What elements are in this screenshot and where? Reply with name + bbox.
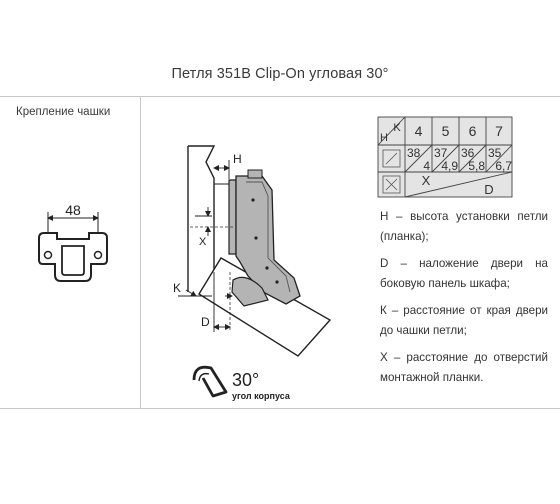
table-d-label: D xyxy=(484,182,494,197)
legend xyxy=(380,207,548,395)
k-d-x-table xyxy=(378,117,512,197)
table-corner-h: H xyxy=(380,132,388,144)
table-corner-k: K xyxy=(393,122,401,134)
table-x-2: 5,8 xyxy=(468,159,485,173)
dim-x-label: X xyxy=(199,236,207,248)
table-k-4: 4 xyxy=(414,123,423,139)
table-k-6: 6 xyxy=(468,123,477,139)
dim-h-label: H xyxy=(233,152,242,166)
dim-k-label: K xyxy=(173,281,182,295)
dim-d-label: D xyxy=(201,315,210,329)
legend-x: X – расстояние до отверстий монтажной планки. xyxy=(380,351,548,384)
cup-mount-icon xyxy=(39,212,107,281)
table-d-3: 35 xyxy=(488,146,502,160)
table-k-7: 7 xyxy=(495,123,503,139)
table-x-label: X xyxy=(421,173,431,188)
legend-h: H – высота установки петли (планка); xyxy=(380,210,548,243)
angle-caption: угол корпуса xyxy=(232,391,290,401)
table-k-5: 5 xyxy=(441,123,450,139)
table-d-1: 37 xyxy=(434,146,448,160)
legend-k: К – расстояние от края двери до чашки петли; xyxy=(380,304,548,337)
cup-mount-label: Крепление чашки xyxy=(16,106,111,118)
table-d-0: 38 xyxy=(407,146,421,160)
table-d-2: 36 xyxy=(461,146,475,160)
table-x-3: 6,7 xyxy=(495,159,512,173)
corner-angle-icon xyxy=(194,367,226,396)
table-x-0: 4 xyxy=(423,159,430,173)
table-x-1: 4,9 xyxy=(441,159,458,173)
page-title: Петля 351B Clip-On угловая 30° xyxy=(171,66,389,82)
cup-width-dimension: 48 xyxy=(65,202,81,218)
legend-d: D – наложение двери на боковую панель шкафа; xyxy=(380,257,548,290)
angle-value: 30° xyxy=(232,370,260,390)
